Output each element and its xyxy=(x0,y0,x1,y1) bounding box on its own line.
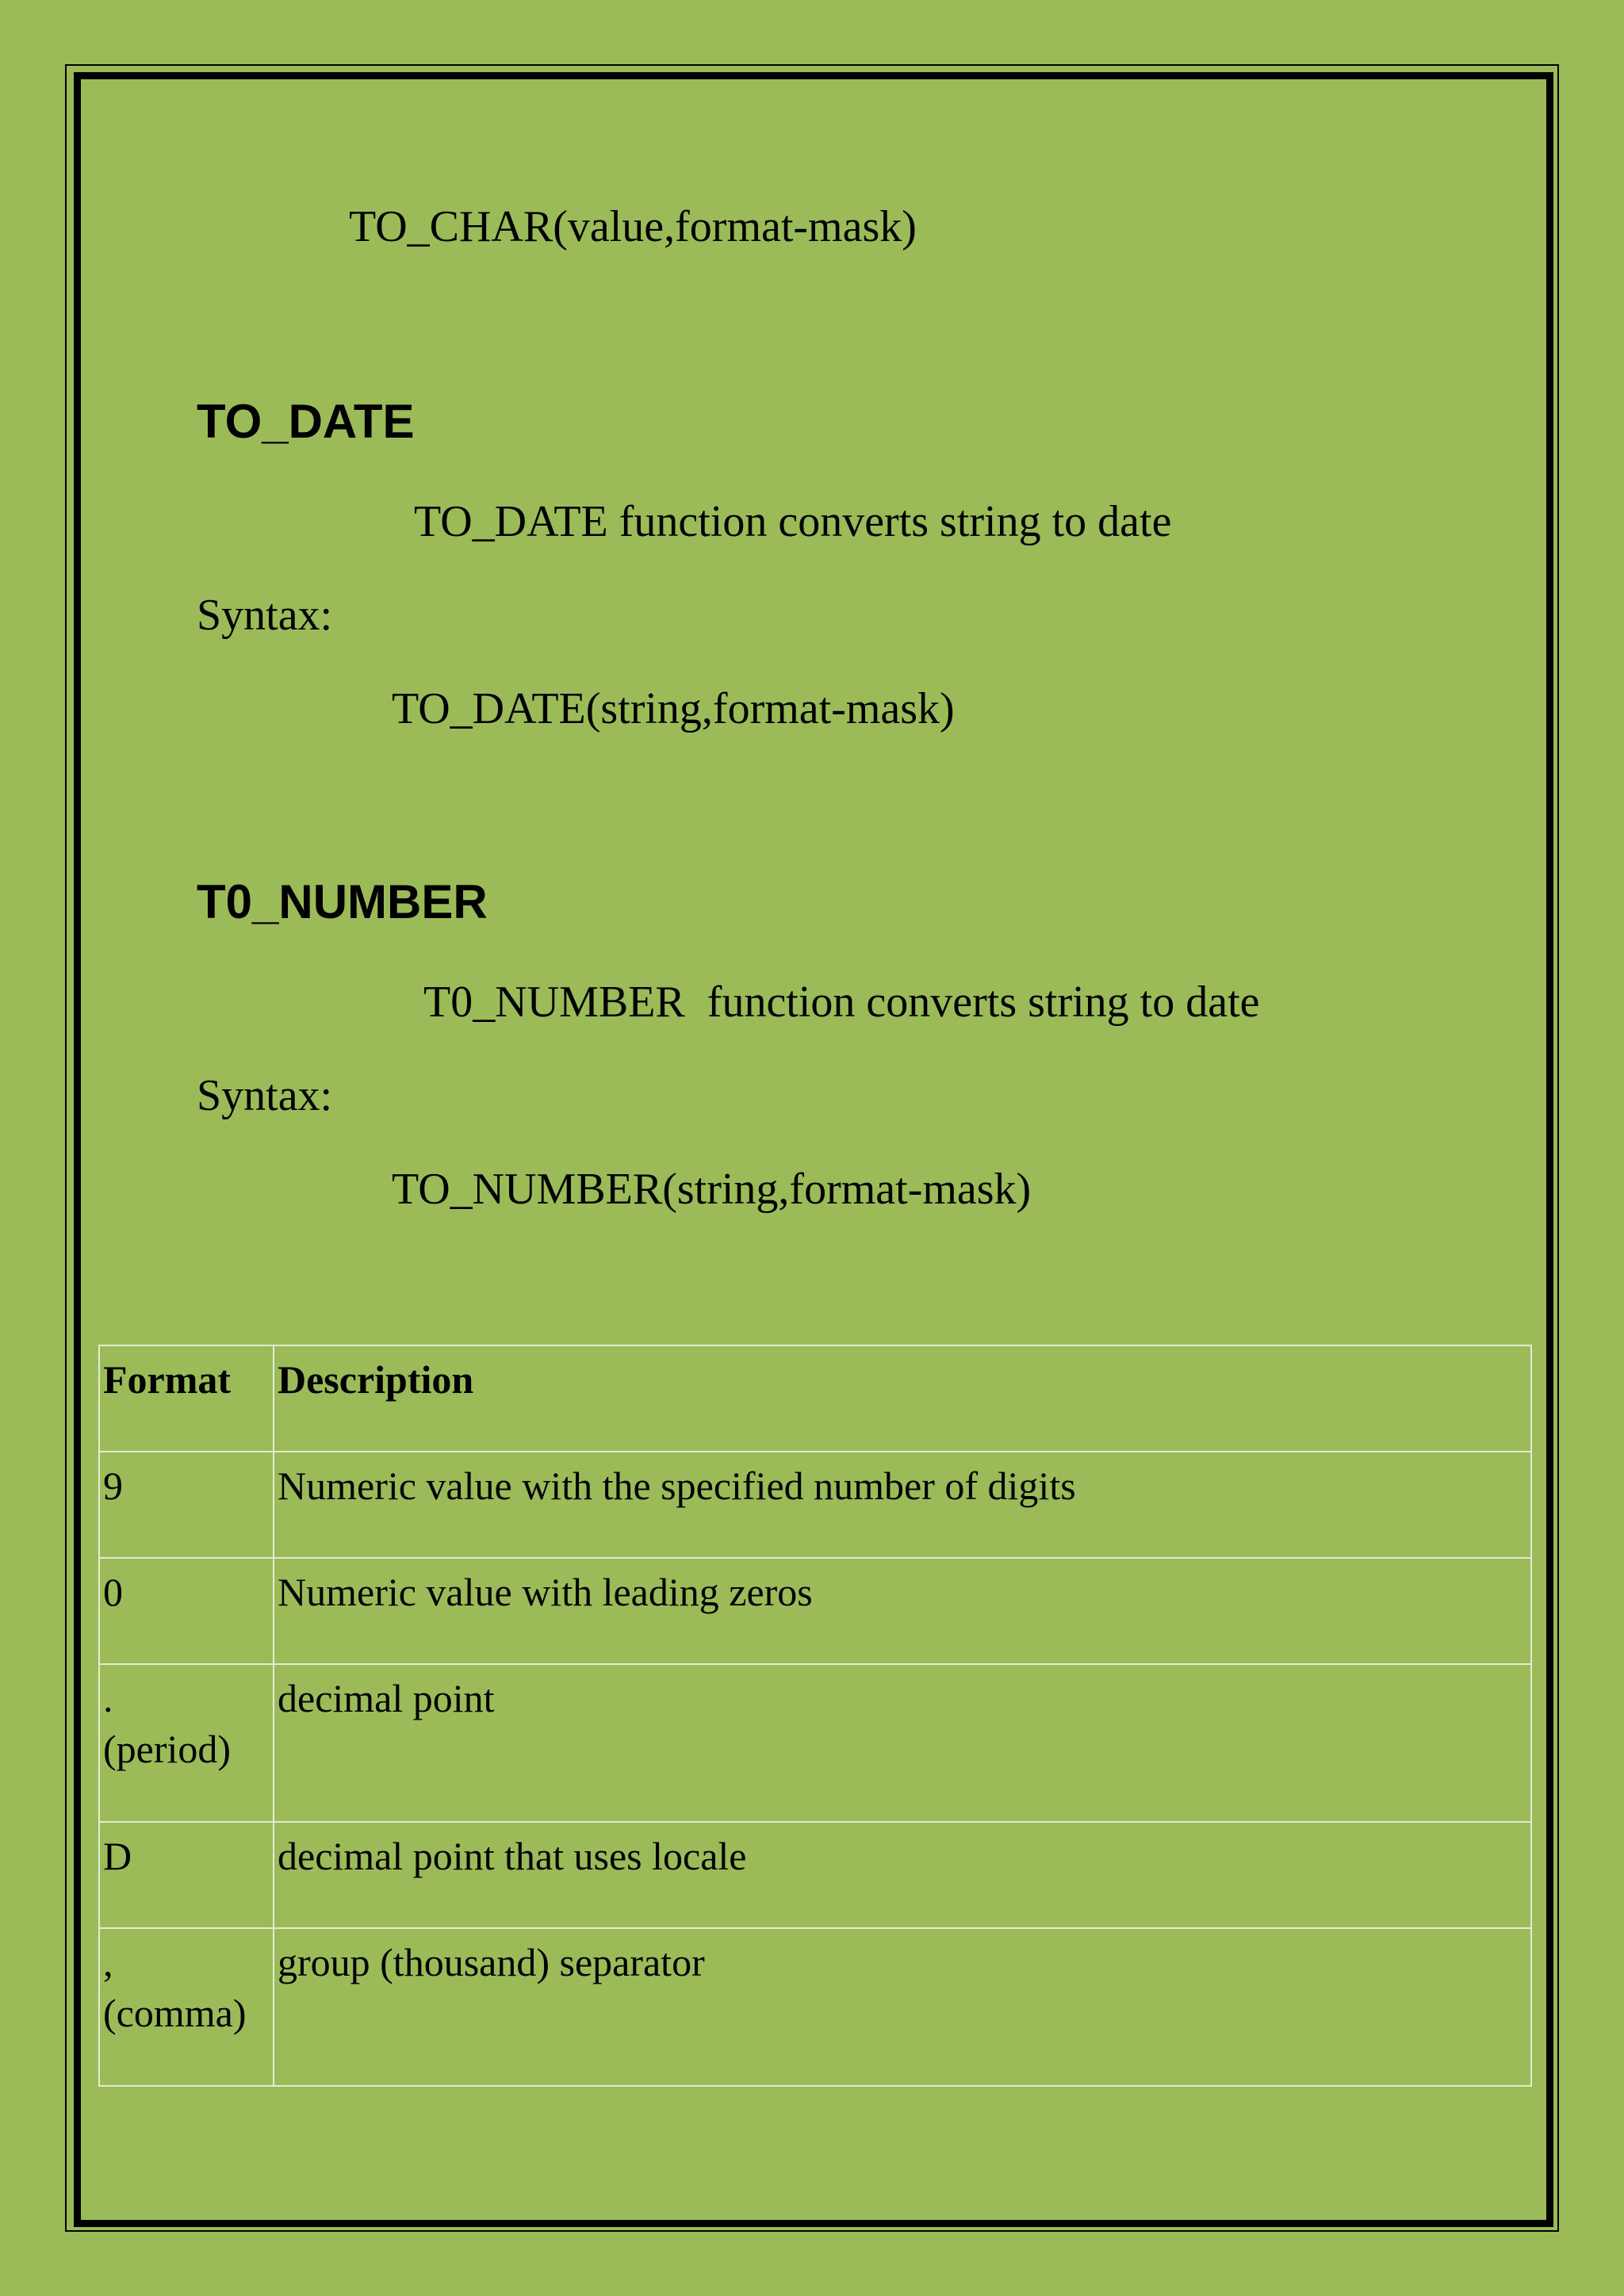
to-number-description: T0_NUMBER function converts string to date xyxy=(423,978,1260,1027)
description-cell: Numeric value with leading zeros xyxy=(274,1558,1531,1664)
format-symbol-name: (period) xyxy=(103,1727,232,1771)
to-char-syntax-line: TO_CHAR(value,format-mask) xyxy=(349,202,917,251)
format-symbol-name: (comma) xyxy=(103,1991,247,2035)
format-symbol: . xyxy=(103,1676,113,1720)
description-cell: decimal point xyxy=(274,1664,1531,1822)
to-date-description: TO_DATE function converts string to date xyxy=(414,497,1172,546)
format-cell: 9 xyxy=(99,1452,274,1558)
to-date-syntax-label: Syntax: xyxy=(197,591,333,640)
header-description: Description xyxy=(274,1345,1531,1452)
format-cell: D xyxy=(99,1822,274,1928)
format-cell xyxy=(99,1664,274,1822)
format-cell: 0 xyxy=(99,1558,274,1664)
description-cell: decimal point that uses locale xyxy=(274,1822,1531,1928)
table-row xyxy=(99,1558,1531,1664)
header-format: Format xyxy=(99,1345,274,1452)
description-cell: Numeric value with the specified number of digits xyxy=(274,1452,1531,1558)
to-number-syntax-label: Syntax: xyxy=(197,1071,333,1120)
description-cell: group (thousand) separator xyxy=(274,1928,1531,2086)
format-cell xyxy=(99,1928,274,2086)
to-number-heading: T0_NUMBER xyxy=(197,875,488,928)
to-date-heading: TO_DATE xyxy=(197,395,415,448)
to-date-syntax-line: TO_DATE(string,format-mask) xyxy=(392,684,955,733)
table-row xyxy=(99,1928,1531,2086)
table-header-row xyxy=(99,1345,1531,1452)
format-symbol: , xyxy=(103,1940,113,1984)
table-row xyxy=(99,1664,1531,1822)
table-row xyxy=(99,1822,1531,1928)
table-row xyxy=(99,1452,1531,1558)
to-number-syntax-line: TO_NUMBER(string,format-mask) xyxy=(392,1165,1032,1214)
format-table xyxy=(98,1345,1532,2087)
